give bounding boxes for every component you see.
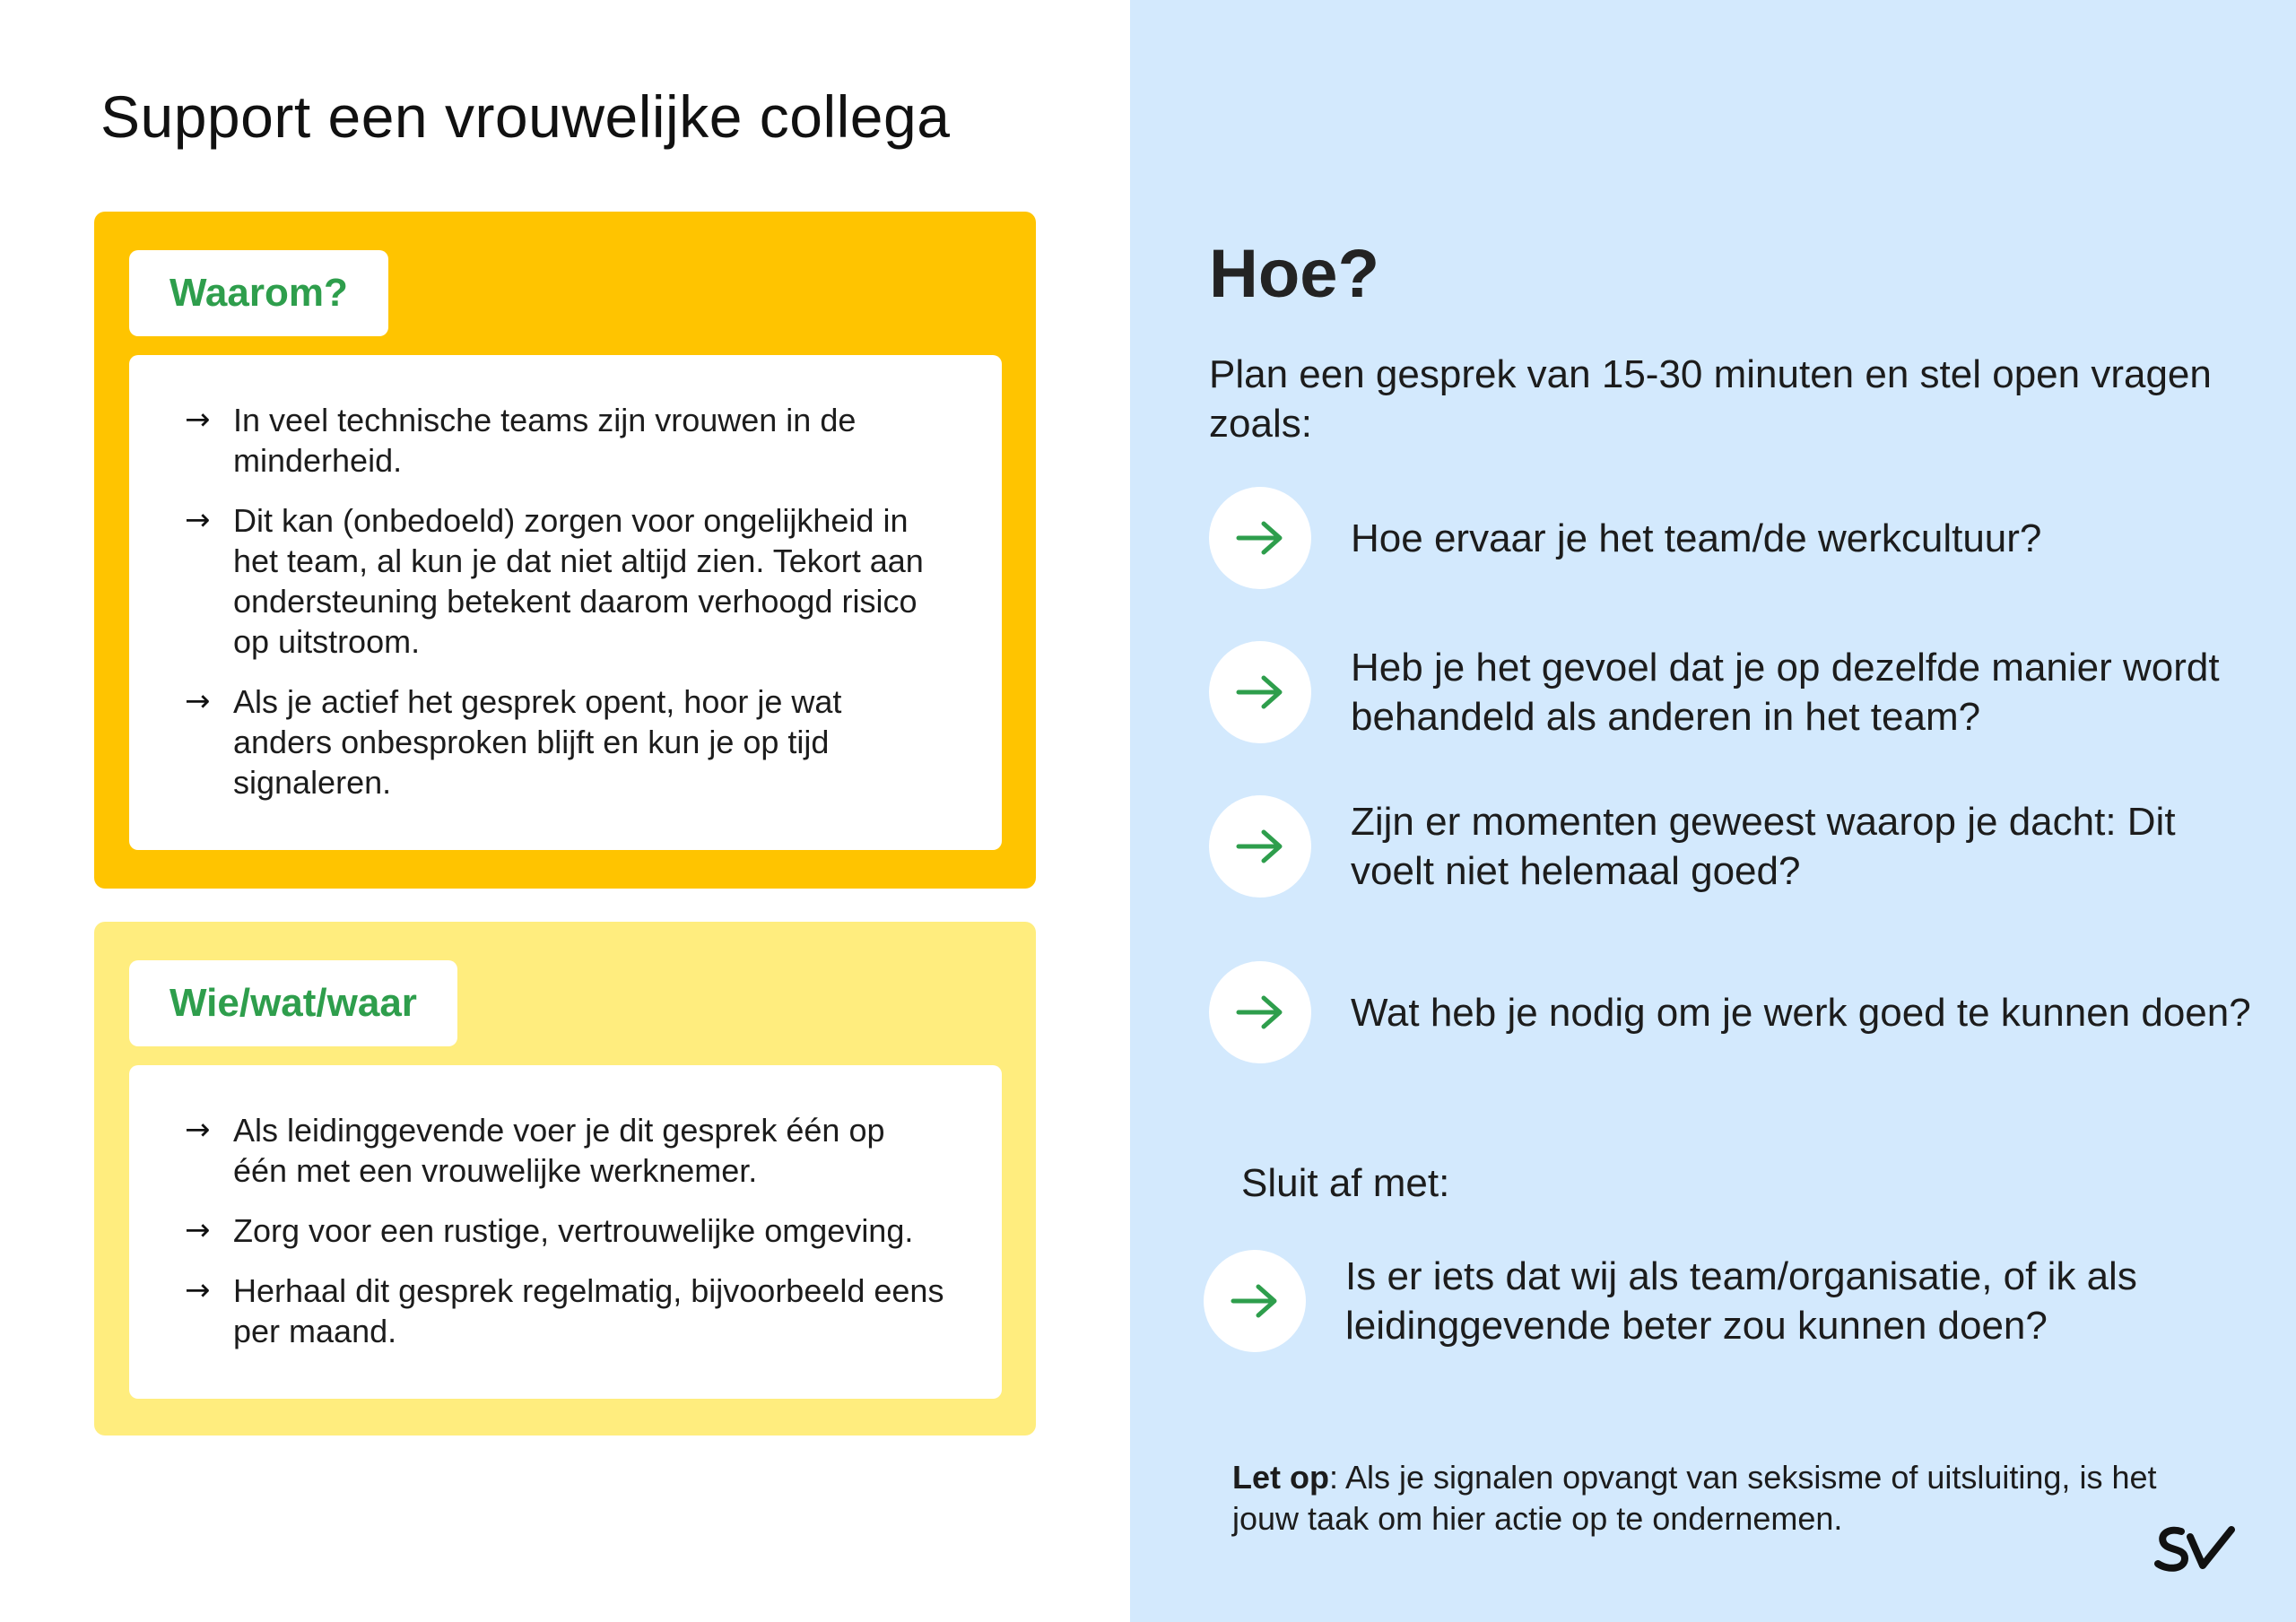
green-arrow-right-icon xyxy=(1209,795,1311,898)
who-body xyxy=(129,1065,1002,1399)
bullet-text: Als leidinggevende voer je dit gesprek één op één met een vrouwelijke werknemer. xyxy=(233,1112,885,1189)
green-arrow-right-icon xyxy=(1209,641,1311,743)
who-card xyxy=(94,922,1036,1436)
why-card xyxy=(94,212,1036,889)
who-bullet xyxy=(185,1210,944,1251)
why-body xyxy=(129,355,1002,850)
closing-label: Sluit af met: xyxy=(1241,1161,1450,1205)
closing-question-text: Is er iets dat wij als team/organisatie, of ik als leidinggevende beter zou kunnen doen? xyxy=(1345,1254,2137,1348)
why-bullet-list xyxy=(185,400,944,802)
question-item xyxy=(1209,795,2258,898)
sv-logo xyxy=(2154,1524,2235,1579)
arrow-right-icon: → xyxy=(185,1212,211,1248)
who-bullet-list xyxy=(185,1110,944,1351)
page-title: Support een vrouwelijke collega xyxy=(100,83,951,150)
who-bullet xyxy=(185,1110,944,1191)
why-bullet xyxy=(185,500,944,662)
how-panel xyxy=(1130,0,2296,1622)
green-arrow-right-icon xyxy=(1209,961,1311,1063)
arrow-right-icon: → xyxy=(185,502,211,538)
bullet-text: In veel technische teams zijn vrouwen in de minderheid. xyxy=(233,402,857,479)
closing-question-item xyxy=(1204,1250,2253,1352)
green-arrow-right-icon xyxy=(1204,1250,1306,1352)
bullet-text: Dit kan (onbedoeld) zorgen voor ongelijkheid in het team, al kun je dat niet altijd zien. Tekort aan ondersteuning betekent daarom verhoogd risico op uitstroom. xyxy=(233,502,924,660)
bullet-text: Als je actief het gesprek opent, hoor je wat anders onbesproken blijft en kun je op tijd signaleren. xyxy=(233,683,842,801)
note-text: : Als je signalen opvangt van seksisme of uitsluiting, is het jouw taak om hier actie op te ondernemen. xyxy=(1232,1459,2157,1537)
who-bullet xyxy=(185,1271,944,1351)
why-bullet xyxy=(185,681,944,802)
green-arrow-right-icon xyxy=(1209,487,1311,589)
question-item xyxy=(1209,641,2258,743)
arrow-right-icon: → xyxy=(185,683,211,719)
question-text: Zijn er momenten geweest waarop je dacht: Dit voelt niet helemaal goed? xyxy=(1351,800,2176,893)
arrow-right-icon: → xyxy=(185,1272,211,1308)
why-heading: Waarom? xyxy=(129,250,388,336)
question-text: Heb je het gevoel dat je op dezelfde manier wordt behandeld als anderen in het team? xyxy=(1351,646,2220,739)
how-intro: Plan een gesprek van 15-30 minuten en stel open vragen zoals: xyxy=(1209,352,2212,446)
bullet-text: Herhaal dit gesprek regelmatig, bijvoorbeeld eens per maand. xyxy=(233,1272,944,1349)
note xyxy=(1232,1457,2201,1540)
question-text: Hoe ervaar je het team/de werkcultuur? xyxy=(1351,516,2042,560)
arrow-right-icon: → xyxy=(185,402,211,438)
question-item xyxy=(1209,961,2258,1063)
question-item xyxy=(1209,487,2258,589)
why-bullet xyxy=(185,400,944,481)
note-label: Let op xyxy=(1232,1459,1329,1496)
who-heading: Wie/wat/waar xyxy=(129,960,457,1046)
arrow-right-icon: → xyxy=(185,1112,211,1148)
bullet-text: Zorg voor een rustige, vertrouwelijke omgeving. xyxy=(233,1212,914,1249)
question-text: Wat heb je nodig om je werk goed te kunnen doen? xyxy=(1351,990,2251,1035)
how-heading: Hoe? xyxy=(1209,236,1379,312)
